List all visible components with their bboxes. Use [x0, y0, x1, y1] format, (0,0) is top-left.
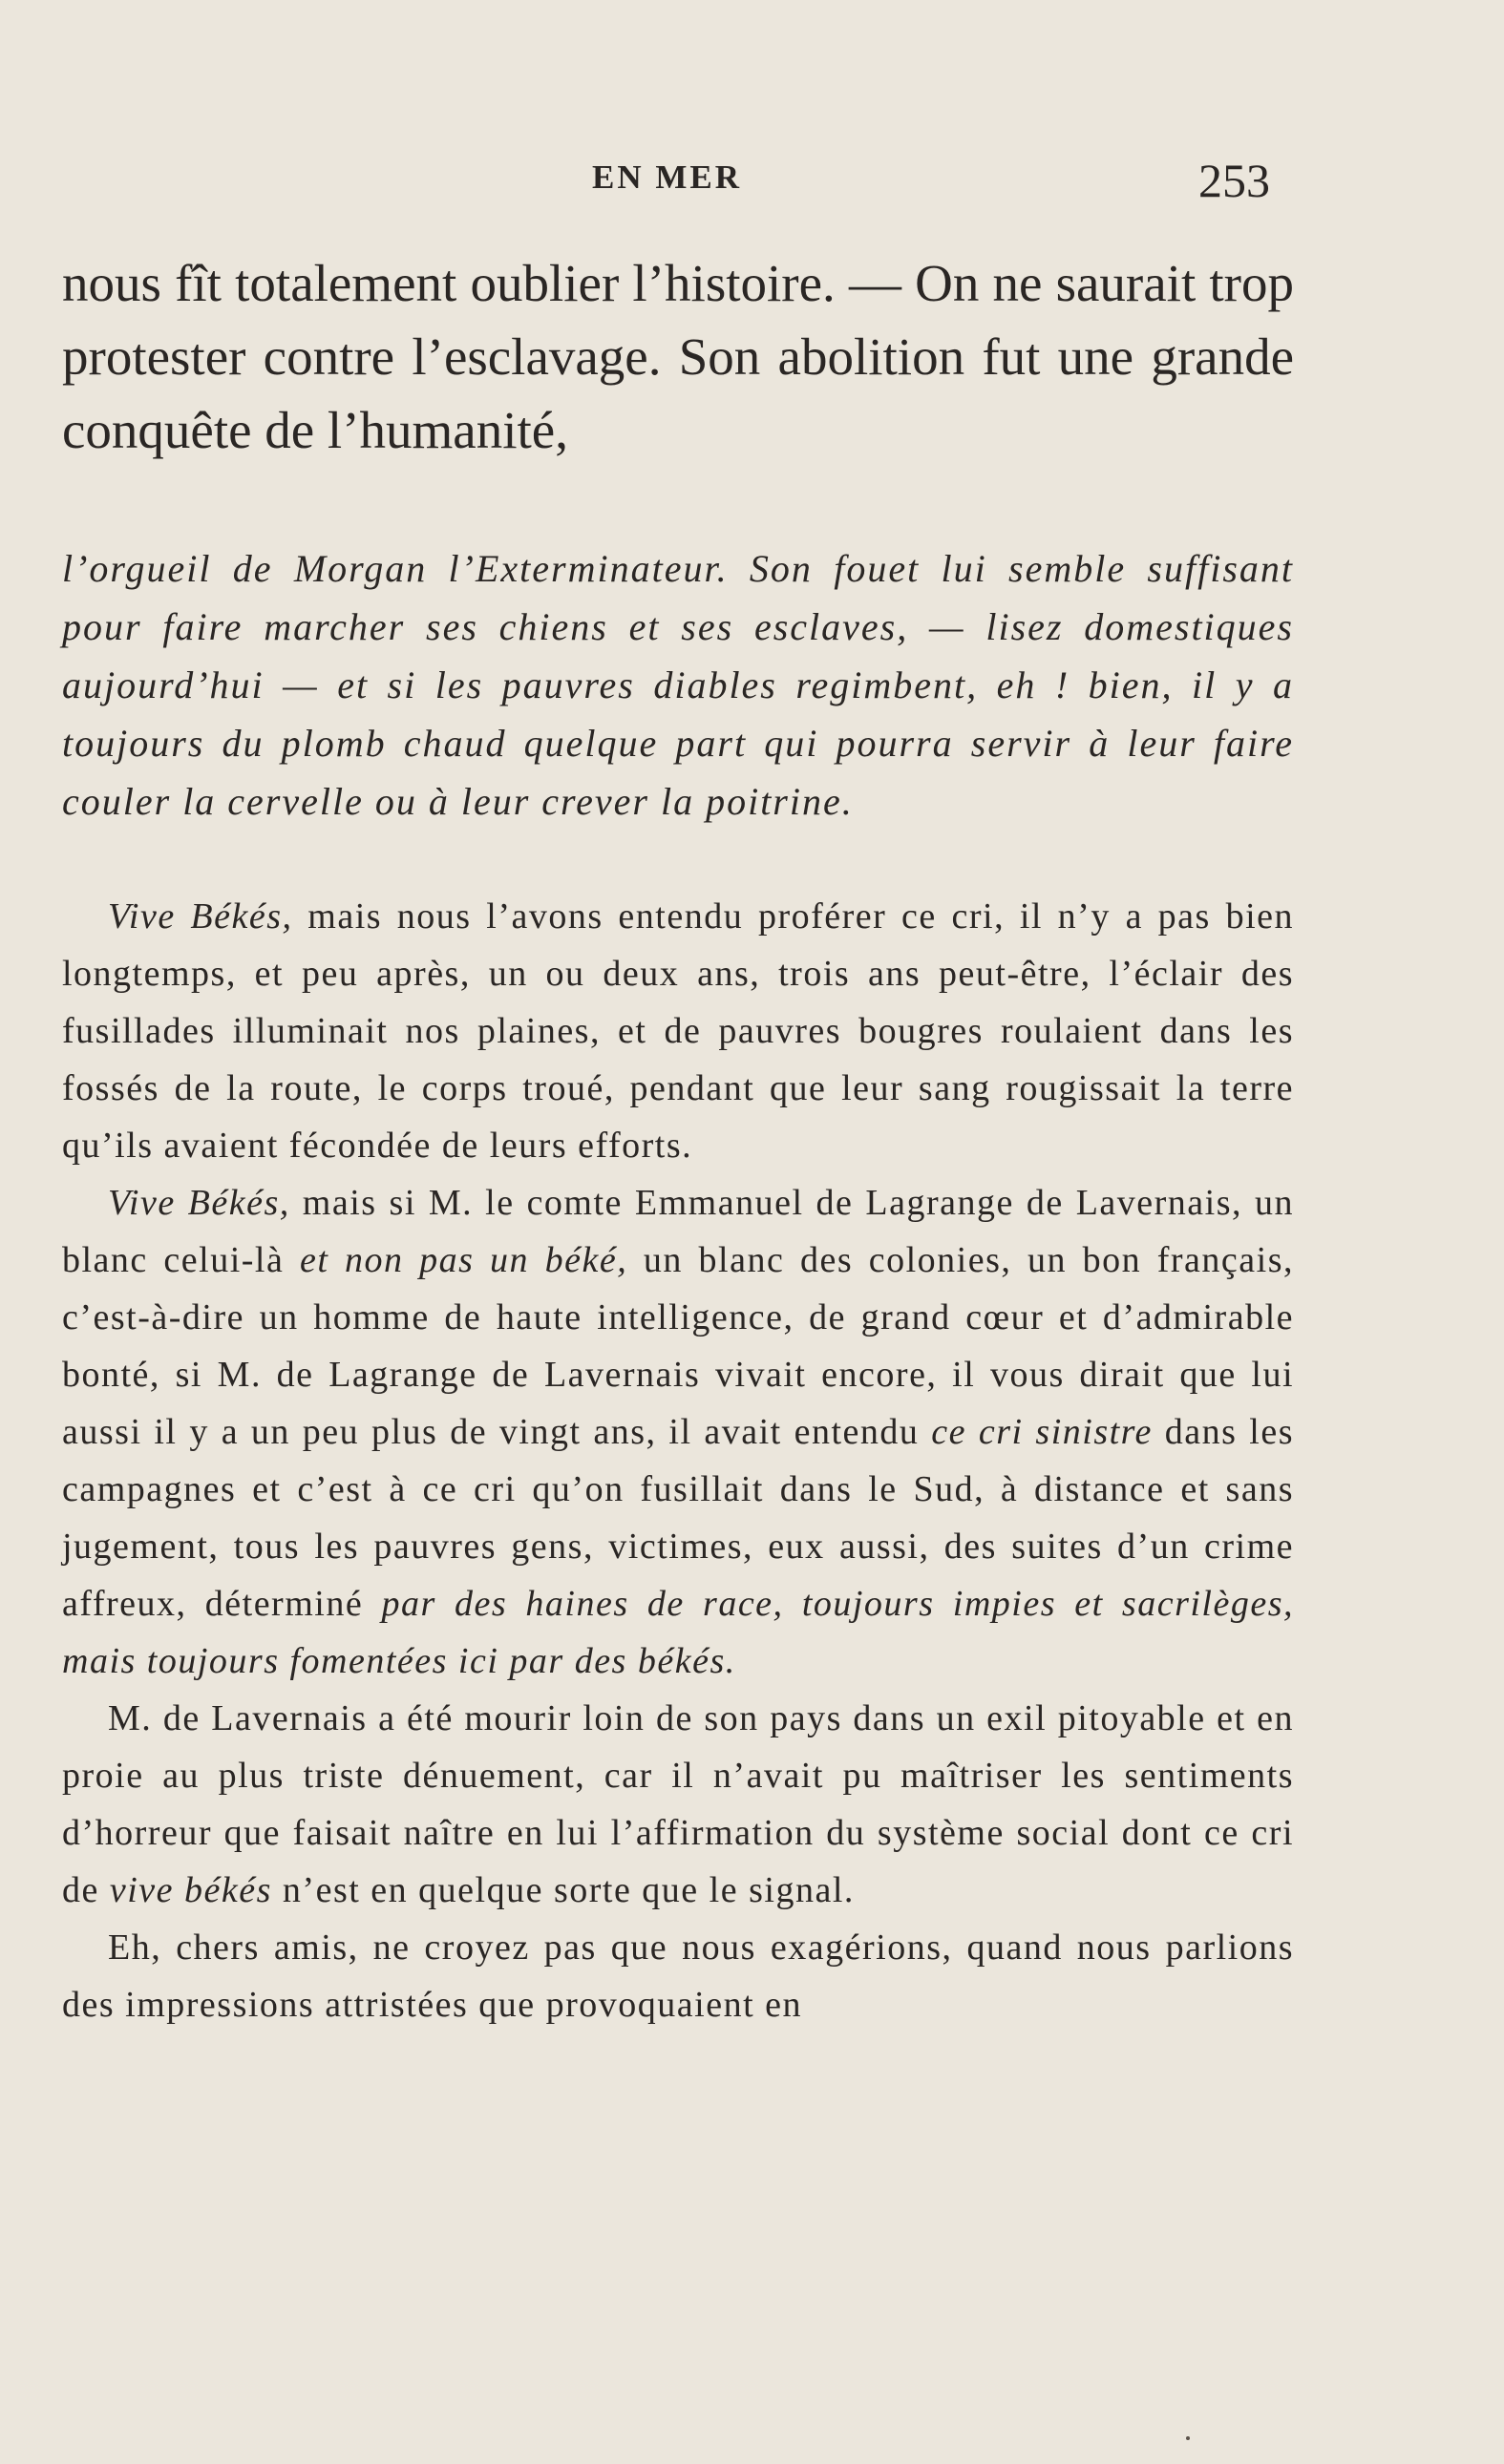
paragraph-2-text-c: dans les campagnes et c’est à ce cri qu’on fusillait dans le Sud, à distance et sans jugement, tous les pauvres gens, victimes, eux aussi, des suites d’un crime affreux, déterminé	[62, 1412, 1294, 1624]
paragraph-2-text-a: mais si M. le comte Emmanuel de Lagrange de Lavernais, un blanc celui-là	[62, 1183, 1294, 1280]
paragraph-2	[62, 1174, 1294, 1690]
paragraph-3-text-b: n’est en quelque sorte que le signal.	[271, 1870, 855, 1910]
paragraph-2-text-b: un blanc des colonies, un bon français, c’est-à-dire un homme de haute intelligence, de grand cœur et d’admirable bonté, si M. de Lagrange de Lavernais vivait encore, il vous dirait que lui aussi il y a un peu plus de vingt ans, il avait entendu	[62, 1240, 1294, 1452]
paragraph-1-text: mais nous l’avons entendu proférer ce cri, il n’y a pas bien longtemps, et peu après, un ou deux ans, trois ans peut-être, l’éclair des fusillades illuminait nos plaines, et de pauvres bougres roulaient dans les fossés de la route, le corps troué, pendant que leur sang rougissait la terre qu’ils avaient fécondée de leurs efforts.	[62, 896, 1295, 1166]
paragraph-4	[62, 1919, 1294, 2033]
emphasis-haines-de-race: par des haines de race, toujours impies et sacrilèges, mais toujours fomentées ici par des békés.	[62, 1584, 1295, 1681]
intro-paragraph: nous fît totalement oublier l’histoire. — On ne saurait trop protester contre l’esclavage. Son abolition fut une grande conquête de l’humanité,	[62, 254, 1294, 459]
emphasis-vive-bekes: Vive Békés,	[108, 896, 293, 937]
emphasis-vive-bekes-3: vive békés	[109, 1870, 272, 1910]
quoted-passage: l’orgueil de Morgan l’Exterminateur. Son fouet lui semble suffisant pour faire marcher ses chiens et ses esclaves, — lisez domestiques aujourd’hui — et si les pauvres diables regimbent, eh ! bien, il y a toujours du plomb chaud quelque part qui pourra servir à leur faire couler la cervelle ou à leur crever la poitrine.	[62, 547, 1294, 823]
page-number: 253	[1198, 154, 1270, 207]
paper-speck	[1186, 2436, 1190, 2440]
running-head: EN MER	[592, 158, 743, 196]
page-header	[0, 153, 1504, 206]
body-text	[62, 888, 1294, 2033]
paragraph-3-text-a: M. de Lavernais a été mourir loin de son pays dans un exil pitoyable et en proie au plus triste dénuement, car il n’avait pu maîtriser les sentiments d’horreur que faisait naître en lui l’affirmation du système social dont ce cri de	[62, 1698, 1294, 1910]
paragraph-3	[62, 1690, 1294, 1919]
emphasis-cri-sinistre: ce cri sinistre	[931, 1412, 1153, 1452]
paragraph-1	[62, 888, 1294, 1174]
emphasis-non-pas-beke: et non pas un béké,	[299, 1240, 628, 1280]
paragraph-4-text: Eh, chers amis, ne croyez pas que nous exagérions, quand nous parlions des impressions attristées que provoquaient en	[62, 1927, 1294, 2025]
emphasis-vive-bekes-2: Vive Békés,	[108, 1183, 290, 1223]
